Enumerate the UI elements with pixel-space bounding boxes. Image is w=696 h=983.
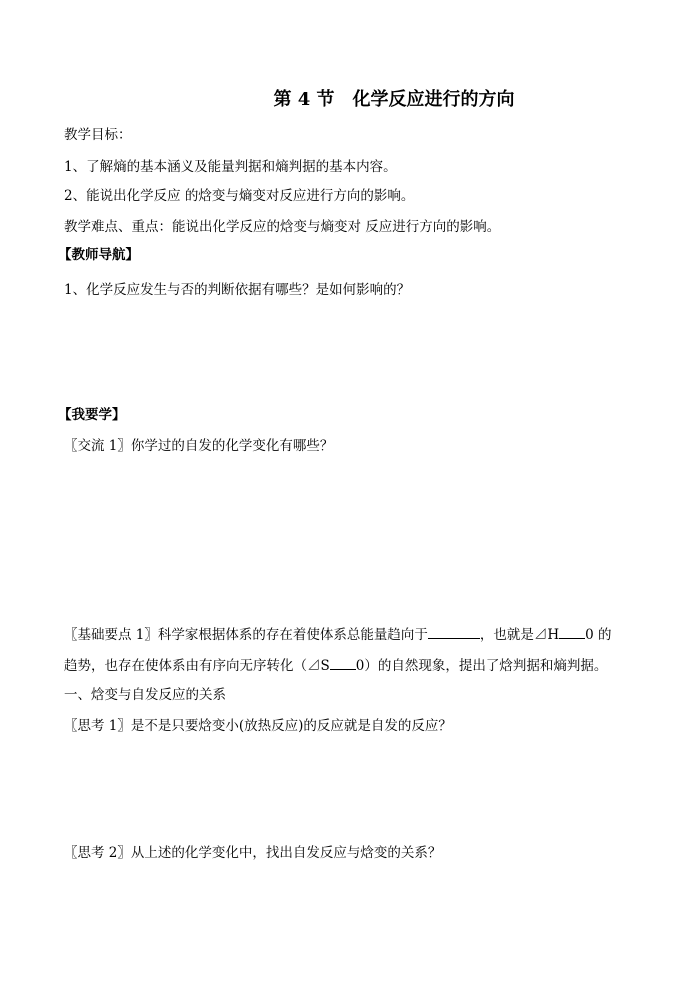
- basic-point-1-text-d: 趋势，也存在使体系由有序向无序转化（⊿S: [64, 658, 330, 674]
- answer-blank-2[interactable]: [559, 626, 585, 639]
- key-points: 教学难点、重点：能说出化学反应的焓变与熵变对 反应进行方向的影响。: [64, 219, 501, 235]
- objective-1: 1、了解熵的基本涵义及能量判据和熵判据的基本内容。: [64, 159, 397, 175]
- basic-point-1-text-b: ，也就是⊿H: [479, 627, 560, 643]
- section-1-heading: 一、焓变与自发反应的关系: [64, 687, 226, 703]
- basic-point-1-text-e: 0）的自然现象，提出了焓判据和熵判据。: [355, 658, 608, 674]
- objective-2: 2、能说出化学反应 的焓变与熵变对反应进行方向的影响。: [64, 188, 415, 204]
- basic-point-1-line-2: [64, 657, 607, 675]
- page-title: 第 4 节 化学反应进行的方向: [273, 89, 515, 110]
- basic-point-1-line-1: [64, 626, 612, 644]
- teacher-nav-heading: 【教师导航】: [58, 247, 139, 263]
- think-1: 〖思考 1〗是不是只要焓变小(放热反应)的反应就是自发的反应？: [64, 718, 452, 734]
- exchange-1: 〖交流 1〗你学过的自发的化学变化有哪些？: [64, 438, 334, 454]
- think-2: 〖思考 2〗从上述的化学变化中，找出自发反应与焓变的关系？: [64, 845, 442, 861]
- basic-point-1-text-c: 0 的: [585, 627, 612, 643]
- answer-blank-3[interactable]: [330, 657, 356, 670]
- basic-point-1-text-a: 〖基础要点 1〗科学家根据体系的存在着使体系总能量趋向于: [64, 627, 428, 643]
- learn-heading: 【我要学】: [58, 407, 126, 423]
- teacher-nav-question-1: 1、化学反应发生与否的判断依据有哪些？是如何影响的？: [64, 282, 411, 298]
- objectives-label: 教学目标：: [64, 127, 132, 143]
- answer-blank-1[interactable]: [428, 626, 480, 639]
